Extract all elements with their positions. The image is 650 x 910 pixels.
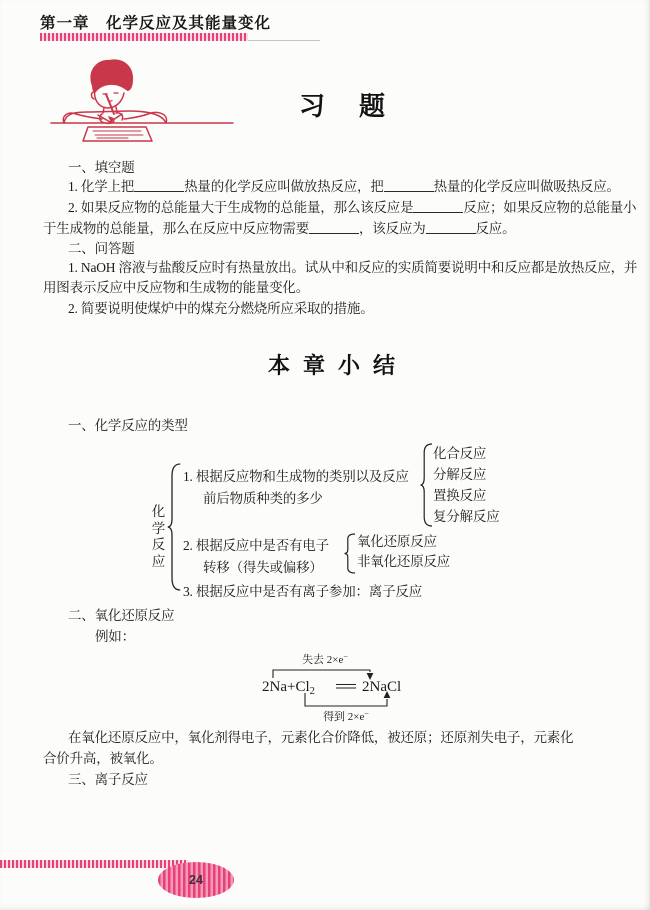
blank-underline bbox=[134, 189, 184, 192]
outcome-redox: 氧化还原反应 bbox=[357, 534, 437, 549]
summary-s2-heading: 二、氧化还原反应 bbox=[68, 608, 175, 623]
lose-electron-bracket bbox=[273, 670, 370, 678]
summary-title: 本章小结 bbox=[267, 353, 408, 378]
map-item2-line1: 2. 根据反应中是否有电子 bbox=[183, 538, 329, 553]
q2-seg2: 反应；如果反应物的总能量小 bbox=[463, 200, 637, 215]
q2-seg1: 2. 如果反应物的总能量大于生成物的总能量，那么该反应是 bbox=[68, 200, 414, 215]
q1-seg1: 1. 化学上把 bbox=[68, 179, 135, 194]
map-root-label: 化学反应 bbox=[151, 504, 166, 569]
header-stripe-bar bbox=[40, 33, 248, 41]
curly-brace-item2 bbox=[344, 533, 356, 574]
map-item1 bbox=[183, 466, 409, 510]
page-number: 24 bbox=[189, 873, 203, 887]
equals-double-line bbox=[336, 685, 356, 689]
summary-s3-heading: 三、离子反应 bbox=[68, 772, 148, 787]
fill-blank-heading: 一、填空题 bbox=[68, 160, 135, 175]
blank-underline bbox=[384, 189, 434, 192]
fill-blank-q1 bbox=[68, 177, 620, 196]
paper-shape bbox=[83, 127, 152, 141]
qa-q1-line1: 1. NaOH 溶液与盐酸反应时有热量放出。试从中和反应的实质简要说明中和反应都是放热反应，并 bbox=[68, 260, 638, 275]
q2-seg4: ，该反应为 bbox=[359, 221, 426, 236]
lose-electron-label: 失去 2×e− bbox=[302, 652, 348, 666]
example-label: 例如： bbox=[95, 629, 135, 644]
outcome-displacement: 置换反应 bbox=[433, 488, 487, 503]
blank-underline bbox=[309, 231, 359, 234]
equation-right: 2NaCl bbox=[362, 679, 402, 695]
qa-heading: 二、问答题 bbox=[68, 241, 135, 256]
q2-seg3: 于生成物的总能量，那么在反应中反应物需要 bbox=[43, 221, 309, 236]
reaction-types-concept-map bbox=[0, 443, 650, 603]
redox-electron-transfer-diagram bbox=[250, 645, 418, 725]
equation-left: $2Na+Cl_2$ bbox=[262, 679, 315, 697]
chapter-title: 第一章 化学反应及其能量变化 bbox=[40, 15, 272, 32]
map-item3: 3. 根据反应中是否有离子参加：离子反应 bbox=[183, 584, 422, 599]
outcome-decomposition: 分解反应 bbox=[433, 467, 487, 482]
map-item2-line2: 转移（得失或偏移） bbox=[203, 560, 323, 575]
map-item1-outcomes bbox=[433, 443, 500, 527]
q1-seg3: 热量的化学反应叫做吸热反应。 bbox=[433, 179, 620, 194]
fill-blank-q2-line1 bbox=[68, 198, 636, 217]
qa-q1-line2: 用图表示反应中反应物和生成物的能量变化。 bbox=[43, 280, 309, 295]
fill-blank-q2-line2 bbox=[43, 219, 515, 238]
paper-scribbles bbox=[93, 131, 143, 138]
blank-underline bbox=[413, 210, 463, 213]
map-item1-line2: 前后物质种类的多少 bbox=[203, 491, 323, 506]
exercises-title: 习题 bbox=[298, 91, 419, 121]
outcome-non-redox: 非氧化还原反应 bbox=[357, 554, 451, 569]
outcome-combination: 化合反应 bbox=[433, 446, 487, 461]
q1-seg2: 热量的化学反应叫做放热反应，把 bbox=[184, 179, 384, 194]
footer-stripe-bar bbox=[0, 860, 188, 868]
gain-electron-label: 得到 2×e− bbox=[323, 709, 369, 723]
curly-brace-root bbox=[167, 463, 181, 591]
map-item1-line1: 1. 根据反应物和生成物的类别以及反应 bbox=[183, 469, 409, 484]
blank-underline bbox=[426, 231, 476, 234]
redox-para-line1: 在氧化还原反应中，氧化剂得电子，元素化合价降低，被还原；还原剂失电子，元素化 bbox=[68, 730, 574, 745]
outcome-double-displacement: 复分解反应 bbox=[433, 509, 500, 524]
page-number-oval bbox=[158, 862, 234, 898]
curly-brace-item1 bbox=[420, 443, 433, 527]
map-item2-outcomes bbox=[357, 532, 450, 572]
q2-seg5: 反应。 bbox=[475, 221, 516, 236]
map-item2 bbox=[183, 535, 329, 579]
redox-para-line2: 合价升高，被氧化。 bbox=[43, 751, 163, 766]
qa-q2: 2. 简要说明使煤炉中的煤充分燃烧所应采取的措施。 bbox=[68, 301, 374, 316]
summary-s1-heading: 一、化学反应的类型 bbox=[68, 418, 188, 433]
